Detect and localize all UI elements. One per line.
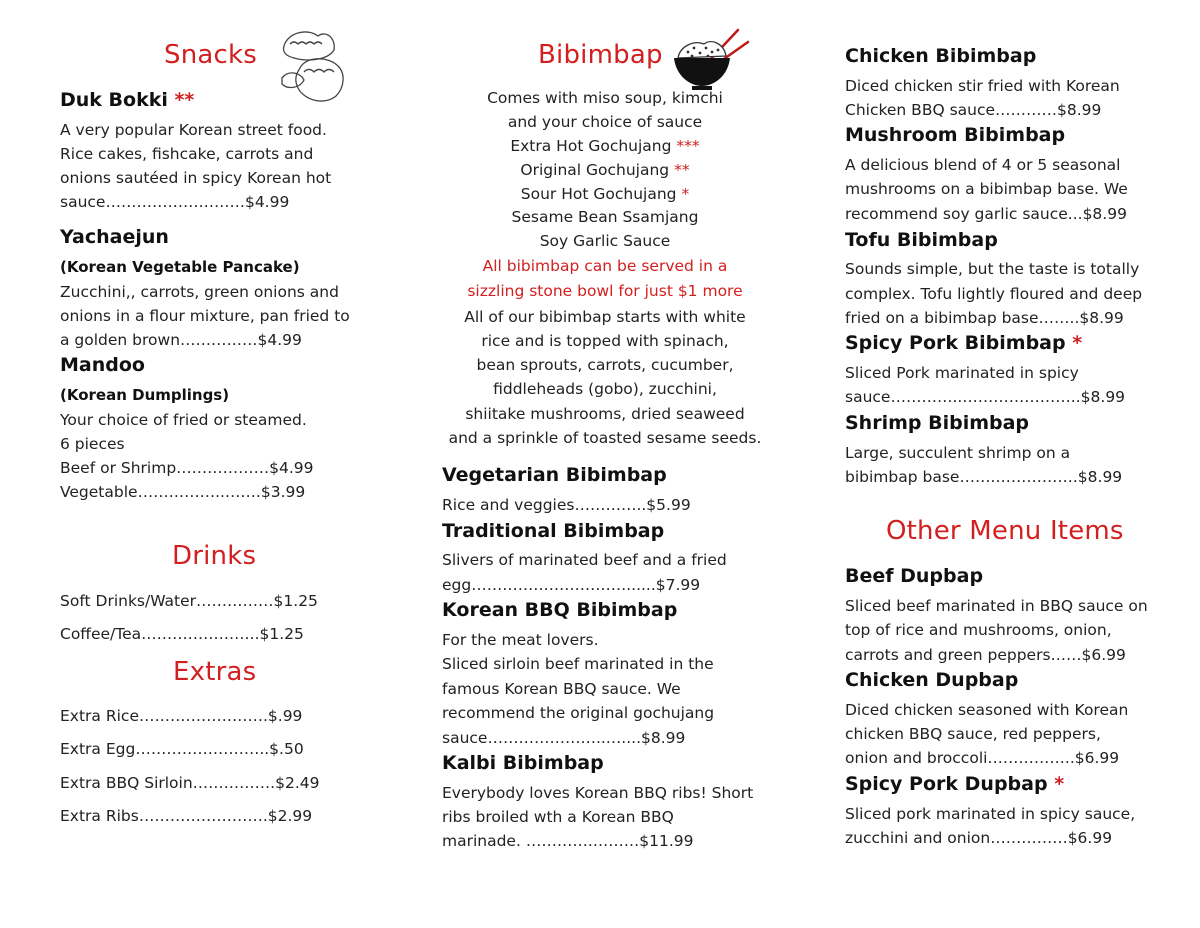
menu-line: Coffee/Tea…………………..$1.25	[60, 625, 304, 643]
bibimbap-base-text: rice and is topped with spinach,	[481, 332, 729, 350]
dumplings-icon	[278, 26, 350, 110]
menu-line: onions in a flour mixture, pan fried to	[60, 307, 350, 325]
rice-bowl-chopsticks-icon	[672, 28, 752, 92]
menu-line: Rice and veggies…………..$5.99	[442, 496, 691, 514]
bibimbap-base-text: and a sprinkle of toasted sesame seeds.	[448, 429, 762, 447]
menu-line: Chicken BBQ sauce…………$8.99	[845, 101, 1102, 119]
item-title-mandoo: Mandoo	[60, 354, 145, 376]
menu-line: complex. Tofu lightly floured and deep	[845, 285, 1143, 303]
bibimbap-intro: and your choice of sauce	[507, 113, 703, 131]
item-title-shrimp-bibimbap: Shrimp Bibimbap	[845, 412, 1030, 434]
menu-line: Everybody loves Korean BBQ ribs! Short	[442, 784, 754, 802]
sauce-option: Sesame Bean Ssamjang	[511, 208, 699, 226]
menu-line: Extra Ribs…………………….$2.99	[60, 807, 313, 825]
menu-line: bibimbap base…….…………….$8.99	[845, 468, 1123, 486]
menu-line: Extra Rice…………………….$.99	[60, 707, 303, 725]
menu-line: Your choice of fried or steamed.	[60, 411, 307, 429]
menu-line: fried on a bibimbap base……..$8.99	[845, 309, 1124, 327]
menu-line: Rice cakes, fishcake, carrots and	[60, 145, 314, 163]
menu-line: Large, succulent shrimp on a	[845, 444, 1071, 462]
menu-line: sauce………………………$4.99	[60, 193, 290, 211]
item-title-korean-bbq-bibimbap: Korean BBQ Bibimbap	[442, 599, 678, 621]
menu-line: Zucchini,, carrots, green onions and	[60, 283, 339, 301]
menu-line: Extra Egg……………………..$.50	[60, 740, 304, 758]
item-title-duk-bokki: Duk Bokki **	[60, 89, 195, 111]
item-title-traditional-bibimbap: Traditional Bibimbap	[442, 520, 665, 542]
menu-line: chicken BBQ sauce, red peppers,	[845, 725, 1101, 743]
menu-line: zucchini and onion……………$6.99	[845, 829, 1113, 847]
drinks-title: Drinks	[172, 541, 257, 571]
item-title-kalbi-bibimbap: Kalbi Bibimbap	[442, 752, 604, 774]
menu-line: Diced chicken seasoned with Korean	[845, 701, 1129, 719]
menu-line: Soft Drinks/Water……………$1.25	[60, 592, 318, 610]
menu-line: Vegetable……………..…….$3.99	[60, 483, 306, 501]
menu-line: marinade. ………….………$11.99	[442, 832, 694, 850]
bibimbap-base-text: bean sprouts, carrots, cucumber,	[476, 356, 734, 374]
bibimbap-title: Bibimbap	[538, 40, 663, 70]
item-title-chicken-dupbap: Chicken Dupbap	[845, 669, 1019, 691]
menu-line: egg…………………………......$7.99	[442, 576, 701, 594]
menu-line: Extra BBQ Sirloin…………….$2.49	[60, 774, 320, 792]
item-title-spicy-pork-dupbap: Spicy Pork Dupbap *	[845, 773, 1065, 795]
menu-line: recommend the original gochujang	[442, 704, 715, 722]
item-title-vegetarian-bibimbap: Vegetarian Bibimbap	[442, 464, 667, 486]
stone-bowl-notice: sizzling stone bowl for just $1 more	[467, 282, 743, 300]
sauce-option: Original Gochujang **	[520, 161, 690, 179]
menu-line: 6 pieces	[60, 435, 125, 453]
item-title-beef-dupbap: Beef Dupbap	[845, 565, 984, 587]
bibimbap-intro: Comes with miso soup, kimchi	[487, 89, 723, 107]
sauce-option: Soy Garlic Sauce	[539, 232, 671, 250]
menu-line: sauce…………………..…....$8.99	[442, 729, 686, 747]
bibimbap-base-text: shiitake mushrooms, dried seaweed	[465, 405, 745, 423]
sauce-option: Sour Hot Gochujang *	[520, 185, 690, 203]
sauce-option: Extra Hot Gochujang ***	[510, 137, 700, 155]
menu-line: onions sautéed in spicy Korean hot	[60, 169, 332, 187]
menu-line: Sounds simple, but the taste is totally	[845, 260, 1140, 278]
item-title-spicy-pork-bibimbap: Spicy Pork Bibimbap *	[845, 332, 1083, 354]
menu-line: carrots and green peppers……$6.99	[845, 646, 1126, 664]
menu-line: onion and broccoli……………..$6.99	[845, 749, 1120, 767]
menu-line: Diced chicken stir fried with Korean	[845, 77, 1120, 95]
extras-title: Extras	[173, 657, 257, 687]
menu-line: a golden brown……………$4.99	[60, 331, 302, 349]
menu-line: Sliced pork marinated in spicy sauce,	[845, 805, 1136, 823]
bibimbap-base-text: fiddleheads (gobo), zucchini,	[493, 380, 717, 398]
menu-line: sauce…………..…………………..$8.99	[845, 388, 1126, 406]
menu-line: Sliced beef marinated in BBQ sauce on	[845, 597, 1148, 615]
snacks-title: Snacks	[164, 40, 258, 70]
menu-line: Sliced Pork marinated in spicy	[845, 364, 1079, 382]
menu-line: mushrooms on a bibimbap base. We	[845, 180, 1128, 198]
stone-bowl-notice: All bibimbap can be served in a	[482, 257, 728, 275]
menu-line: ribs broiled wth a Korean BBQ	[442, 808, 674, 826]
item-title-yachaejun: Yachaejun	[60, 226, 169, 248]
item-title-mushroom-bibimbap: Mushroom Bibimbap	[845, 124, 1066, 146]
item-title-tofu-bibimbap: Tofu Bibimbap	[845, 229, 998, 251]
item-title-chicken-bibimbap: Chicken Bibimbap	[845, 45, 1037, 67]
menu-line: A delicious blend of 4 or 5 seasonal	[845, 156, 1121, 174]
menu-line: recommend soy garlic sauce...$8.99	[845, 205, 1127, 223]
menu-line: Beef or Shrimp………………$4.99	[60, 459, 314, 477]
menu-line: Slivers of marinated beef and a fried	[442, 551, 727, 569]
item-subtitle: (Korean Dumplings)	[60, 386, 230, 404]
other-menu-items-title: Other Menu Items	[886, 516, 1124, 546]
menu-line: top of rice and mushrooms, onion,	[845, 621, 1112, 639]
item-subtitle: (Korean Vegetable Pancake)	[60, 258, 300, 276]
menu-line: famous Korean BBQ sauce. We	[442, 680, 681, 698]
menu-line: A very popular Korean street food.	[60, 121, 327, 139]
menu-line: Sliced sirloin beef marinated in the	[442, 655, 714, 673]
bibimbap-base-text: All of our bibimbap starts with white	[464, 308, 746, 326]
menu-line: For the meat lovers.	[442, 631, 599, 649]
